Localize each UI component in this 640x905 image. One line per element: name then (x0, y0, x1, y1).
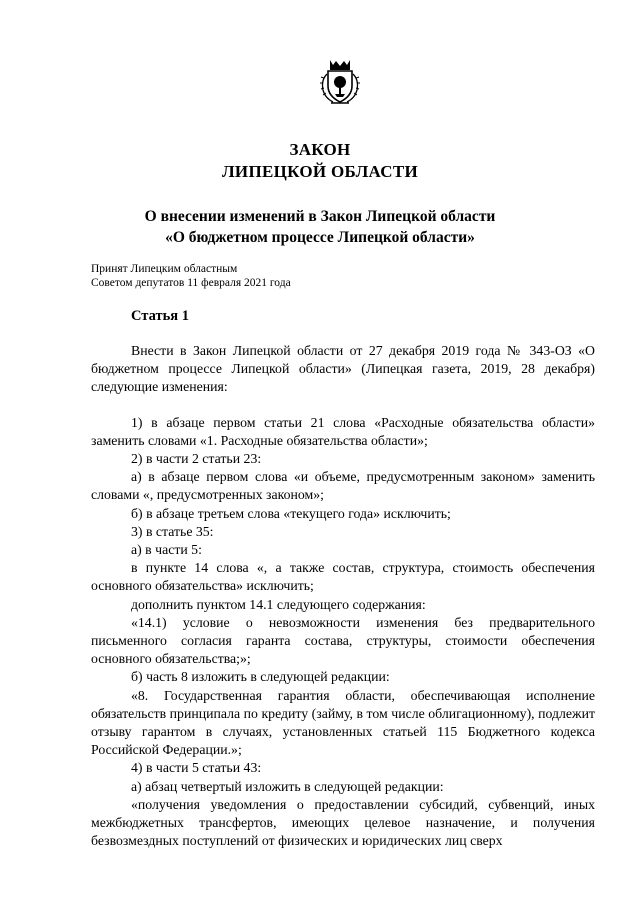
paragraph: а) абзац четвертый изложить в следующей редакции: (131, 778, 444, 794)
paragraph: 4) в части 5 статьи 43: (131, 760, 262, 776)
law-subtitle-line2: «О бюджетном процессе Липецкой области» (165, 229, 475, 246)
paragraph: а) в части 5: (131, 542, 202, 558)
law-title: ЗАКОН (289, 140, 351, 159)
paragraph: в пункте 14 слова «, а также состав, структура, стоимость обеспечения основного обязательства» исключить; (91, 560, 595, 594)
paragraph: «получения уведомления о предоставлении субсидий, субвенций, иных межбюджетных трансфертов, имеющих целевое назначение, и получения безвозмездных поступлений от физических и юридических лиц сверх (91, 796, 595, 849)
paragraph: б) в абзаце третьем слова «текущего года» исключить; (131, 505, 451, 521)
paragraph: 2) в части 2 статьи 23: (131, 451, 262, 467)
paragraph: 3) в статье 35: (131, 523, 214, 539)
paragraph: Внести в Закон Липецкой области от 27 декабря 2019 года № 343-ОЗ «О бюджетном процессе Липецкой области» (Липецкая газета, 2019, 28 декабря) следующие изменения: (91, 343, 595, 395)
adoption-note-line2: Советом депутатов 11 февраля 2021 года (91, 277, 291, 289)
paragraph: а) в абзаце первом слова «и объеме, предусмотренным законом» заменить словами «, предусмотренных законом»; (91, 469, 595, 503)
paragraph: дополнить пунктом 14.1 следующего содержания: (131, 596, 426, 612)
paragraph: «14.1) условие о невозможности изменения без предварительного письменного согласия гаранта состава, структуры, стоимости обеспечения основного обязательства;»; (91, 614, 595, 667)
paragraph: 1) в абзаце первом статьи 21 слова «Расходные обязательства области» заменить словами «1. Расходные обязательства области»; (91, 414, 595, 448)
region-title: ЛИПЕЦКОЙ ОБЛАСТИ (221, 162, 419, 181)
coat-of-arms-icon (319, 56, 361, 106)
adoption-note-line1: Принят Липецким областным (91, 263, 238, 275)
article-heading: Статья 1 (131, 308, 189, 324)
article-body (91, 342, 595, 850)
paragraph: «8. Государственная гарантия области, обеспечивающая исполнение обязательств принципала по кредиту (займу, в том числе облигационному), подлежит отзыву гарантом в случаях, установленных статьей 115 Бюджетного кодекса Российской Федерации.»; (91, 687, 595, 758)
law-subtitle-line1: О внесении изменений в Закон Липецкой области (144, 208, 496, 225)
paragraph: б) часть 8 изложить в следующей редакции: (131, 669, 390, 685)
